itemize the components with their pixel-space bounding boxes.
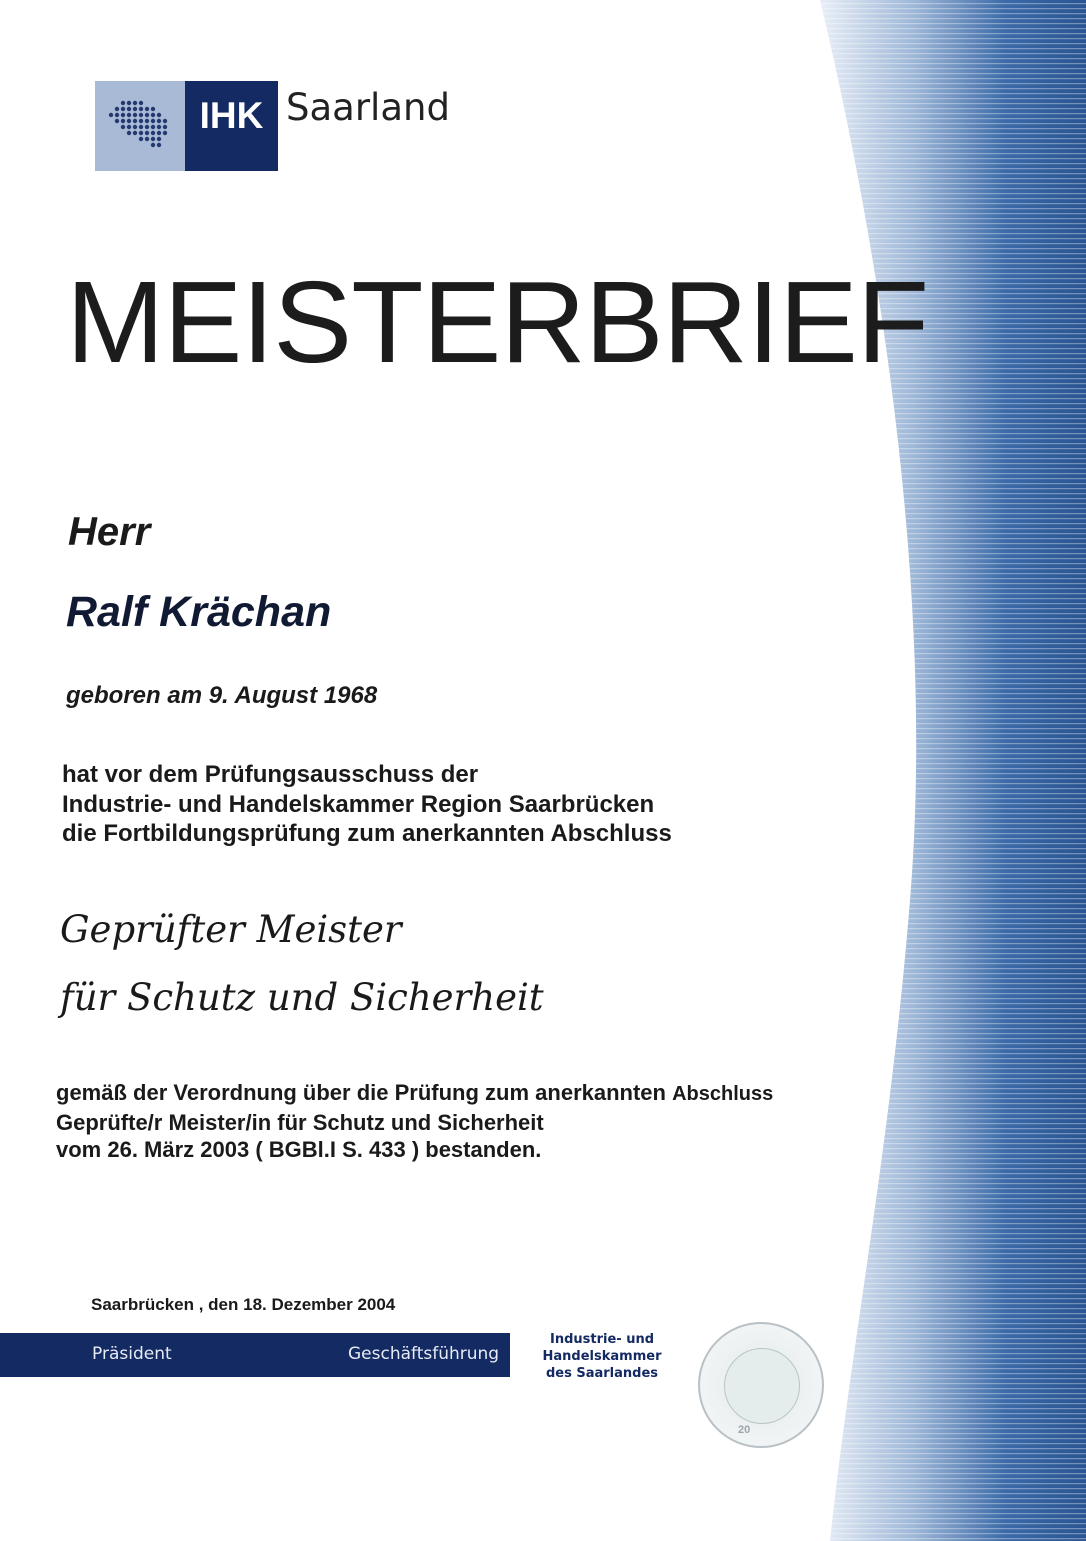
- chamber-name: [540, 1331, 664, 1382]
- saarland-map-icon: [95, 81, 185, 171]
- official-seal: [698, 1322, 824, 1448]
- legal-line-main: gemäß der Verordnung über die Prüfung zum anerkannten: [56, 1080, 673, 1105]
- seal-emblem-icon: [724, 1348, 800, 1424]
- qualification-line: Geprüfter Meister: [60, 908, 402, 951]
- legal-line-end: Abschluss: [672, 1083, 774, 1105]
- signature-label-president: Präsident: [92, 1344, 172, 1364]
- ihk-logo: [95, 81, 278, 171]
- legal-line: vom 26. März 2003 ( BGBl.I S. 433 ) bestanden.: [56, 1137, 542, 1162]
- salutation: Herr: [68, 510, 151, 554]
- body-line: hat vor dem Prüfungsausschuss der: [62, 761, 479, 788]
- document-title: MEISTERBRIEF: [66, 257, 929, 387]
- logo-region: Saarland: [286, 86, 450, 129]
- recipient-name: Ralf Krächan: [66, 588, 332, 636]
- body-line: Industrie- und Handelskammer Region Saarbrücken: [62, 790, 655, 818]
- chamber-line: des Saarlandes: [545, 1366, 659, 1381]
- birth-date: geboren am 9. August 1968: [66, 682, 378, 709]
- body-paragraph: [62, 760, 672, 849]
- qualification-title: [60, 896, 544, 1032]
- seal-number: 20: [738, 1424, 751, 1436]
- signature-label-management: Geschäftsführung: [348, 1344, 500, 1364]
- legal-line: [56, 1079, 773, 1109]
- chamber-line: Handelskammer: [542, 1349, 662, 1364]
- qualification-line: für Schutz und Sicherheit: [60, 976, 544, 1019]
- chamber-line: Industrie- und: [549, 1332, 655, 1347]
- place-and-date: Saarbrücken , den 18. Dezember 2004: [91, 1295, 396, 1314]
- legal-line: Geprüfte/r Meister/in für Schutz und Sicherheit: [56, 1109, 544, 1135]
- legal-paragraph: [56, 1079, 773, 1164]
- logo-badge: IHK: [185, 81, 278, 171]
- body-line: die Fortbildungsprüfung zum anerkannten Abschluss: [62, 820, 672, 847]
